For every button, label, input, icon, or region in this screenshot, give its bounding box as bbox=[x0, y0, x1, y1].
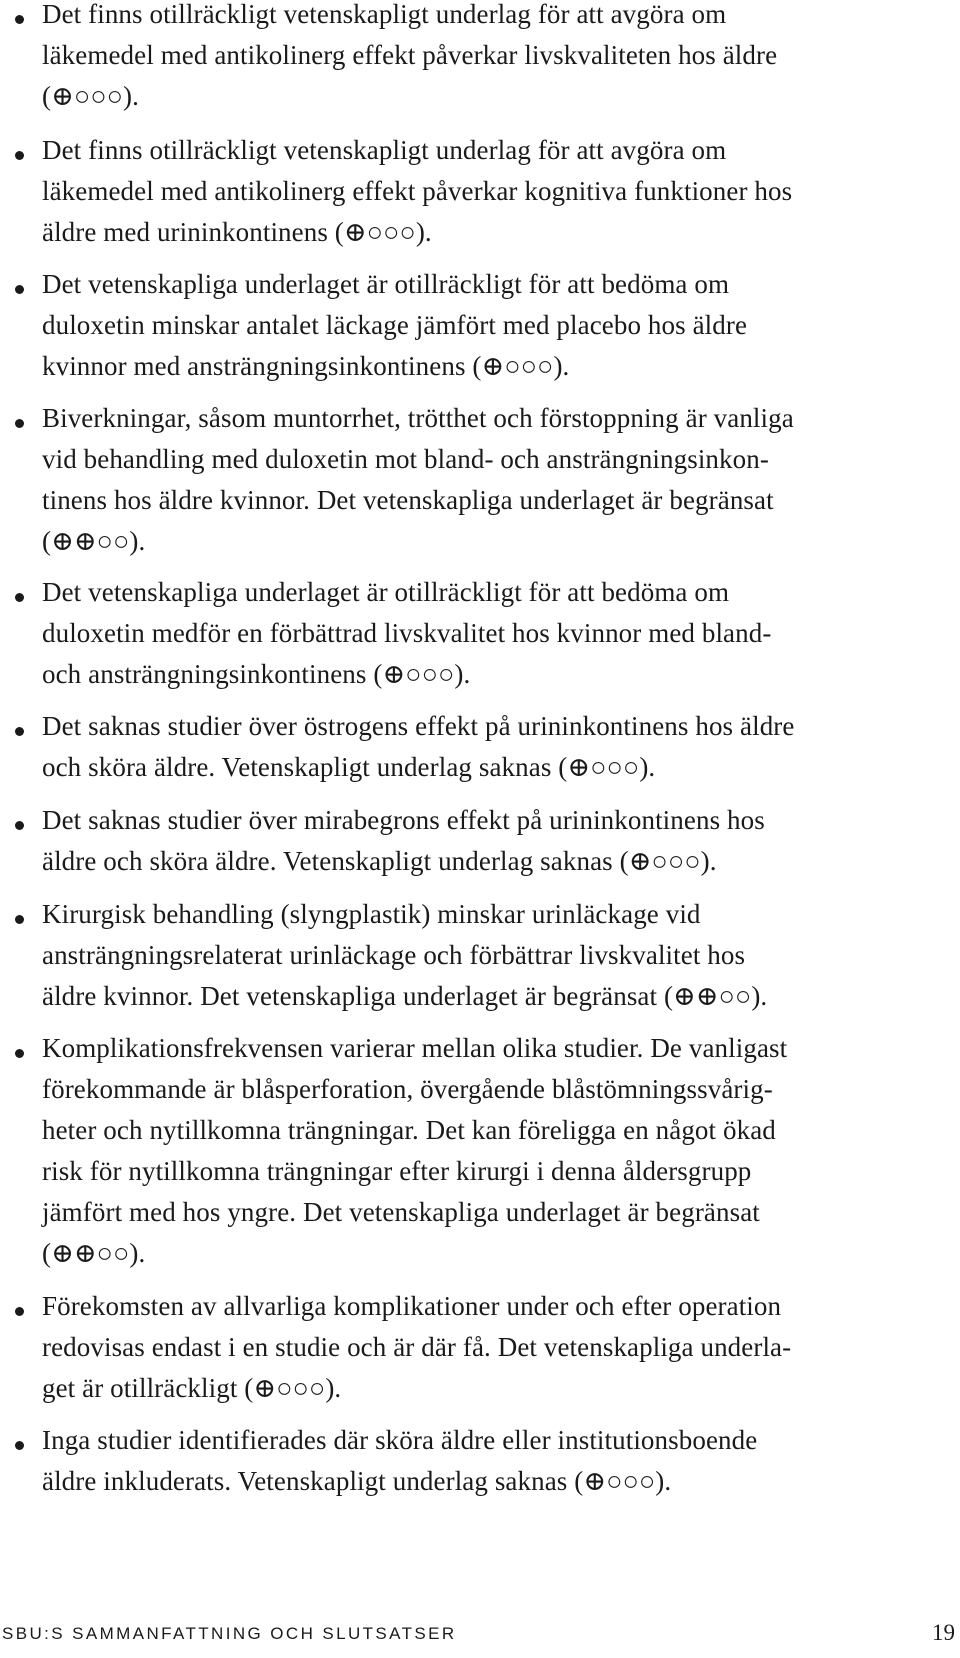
bullet-dot bbox=[15, 1049, 24, 1058]
bullet-text: Kirurgisk behandling (slyngplastik) minskar urinläckage vid ansträngningsrelaterat urinläckage och förbättrar livskvalitet hos äldre kvinnor. Det vetenskapliga underlaget är begränsat (⊕⊕○○). bbox=[42, 899, 768, 1011]
bullet-dot bbox=[15, 821, 24, 830]
bullet-text: Förekomsten av allvarliga komplikationer under och efter operation redovisas endast i en studie och är där få. Det vetenskapliga underla- get är otillräckligt (⊕○○○). bbox=[42, 1291, 792, 1403]
bullet-dot bbox=[15, 593, 24, 602]
bullet-dot bbox=[15, 1307, 24, 1316]
footer-title: SBU:S SAMMANFATTNING OCH SLUTSATSER bbox=[2, 1624, 457, 1643]
bullet-text: Komplikationsfrekvensen varierar mellan olika studier. De vanligast förekommande är blåsperforation, övergående blåstömningssvårig- heter och nytillkomna trängningar. Det kan föreligga en något ökad risk för nytillkomna trängningar efter kirurgi i denna åldersgrupp jämfört med hos yngre. Det vetenskapliga underlaget är begränsat (⊕⊕○○). bbox=[42, 1033, 788, 1268]
bullet-text: Det saknas studier över mirabegrons effekt på urininkontinens hos äldre och sköra äldre. Vetenskapligt underlag saknas (⊕○○○). bbox=[42, 805, 765, 876]
bullet-dot bbox=[15, 1441, 24, 1450]
bullet-dot bbox=[15, 151, 24, 160]
bullet-text: Inga studier identifierades där sköra äldre eller institutionsboende äldre inkluderats. Vetenskapligt underlag saknas (⊕○○○). bbox=[42, 1425, 758, 1496]
bullet-dot bbox=[15, 15, 24, 24]
bullet-dot bbox=[15, 419, 24, 428]
page-number: 19 bbox=[932, 1620, 955, 1645]
bullet-text: Det finns otillräckligt vetenskapligt underlag för att avgöra om läkemedel med antikolinerg effekt påverkar kognitiva funktioner hos äldre med urininkontinens (⊕○○○). bbox=[42, 135, 793, 247]
bullet-dot bbox=[15, 727, 24, 736]
bullet-dot bbox=[15, 285, 24, 294]
bullet-text: Det vetenskapliga underlaget är otillräckligt för att bedöma om duloxetin medför en förbättrad livskvalitet hos kvinnor med bland- och ansträngningsinkontinens (⊕○○○). bbox=[42, 577, 772, 689]
bullet-dot bbox=[15, 915, 24, 924]
bullet-text: Det saknas studier över östrogens effekt på urininkontinens hos äldre och sköra äldre. Vetenskapligt underlag saknas (⊕○○○). bbox=[42, 711, 795, 782]
bullet-text: Det vetenskapliga underlaget är otillräckligt för att bedöma om duloxetin minskar antalet läckage jämfört med placebo hos äldre kvinnor med ansträngningsinkontinens (⊕○○○). bbox=[42, 269, 748, 381]
bullet-text: Det finns otillräckligt vetenskapligt underlag för att avgöra om läkemedel med antikolinerg effekt påverkar livskvaliteten hos äldre (⊕○○○). bbox=[42, 0, 778, 111]
bullet-text: Biverkningar, såsom muntorrhet, trötthet och förstoppning är vanliga vid behandling med duloxetin mot bland- och ansträngningsinkon- tinens hos äldre kvinnor. Det vetenskapliga underlaget är begränsat (⊕⊕○○). bbox=[42, 403, 794, 556]
